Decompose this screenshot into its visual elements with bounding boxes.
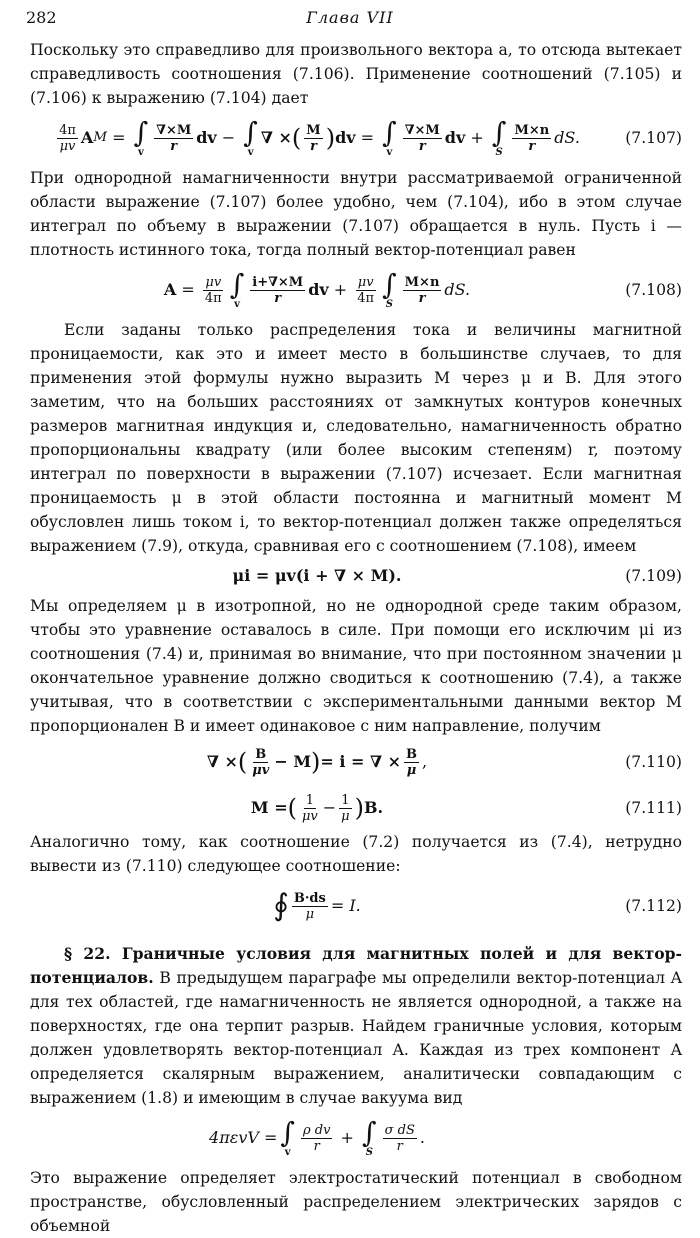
operator: − <box>216 128 241 147</box>
equation-7-109-body <box>30 558 604 594</box>
page-body <box>30 38 682 1238</box>
page-header <box>26 8 674 32</box>
equation-7-108-body <box>30 262 604 318</box>
term: = I. <box>330 896 361 915</box>
equation-7-110-body: ∇ × ( $\frac{B}{\mu v}$ − M ) = i = ∇ × $\frac{B}{\mu}$ , <box>206 746 428 778</box>
section-title: § 22. Граничные условия для магнитных полей и для вектор-потенциалов. <box>30 944 682 987</box>
integral: ∫ S <box>362 1116 377 1158</box>
equation-number: (7.108) <box>625 281 682 299</box>
term: = i = ∇ × <box>320 752 402 771</box>
subscript: M <box>93 130 107 145</box>
frac: $\frac{i+\nabla\times M}{r}$ <box>252 274 304 306</box>
equation-potential-body <box>30 1110 604 1166</box>
term: − <box>322 798 337 817</box>
term: , <box>422 752 428 771</box>
equation-7-112 <box>30 878 682 934</box>
equation-7-107 <box>30 110 682 166</box>
frac: $\frac{B\cdot ds}{\mu}$ <box>293 890 326 922</box>
equation-7-108 <box>30 262 682 318</box>
equation-number: (7.112) <box>625 897 682 915</box>
term: . <box>419 1128 425 1147</box>
nabla-cross: ∇ × <box>206 752 238 771</box>
integral: ∫ v <box>382 116 397 158</box>
equation-7-109 <box>30 558 682 594</box>
differential: dv <box>308 280 329 299</box>
frac: $\frac{1}{\mu}$ <box>341 792 350 824</box>
operator: + <box>328 280 353 299</box>
integral: ∫ v <box>229 268 245 310</box>
paragraph-6-text: В предыдущем параграфе мы определили вектор-потенциал A для тех областей, где намагниченность не является однородной, а также на поверхностях, где она терпит разрыв. Найдем граничные условия, которым должен удовлетворять вектор-потенциал A. Каждая из трех компонент A определяется скалярным выражением, аналитически совпадающим с выражением (1.8) и имеющим в случае вакуума вид <box>30 969 682 1107</box>
frac: $\frac{\mu v}{4\pi}$ <box>204 274 222 306</box>
running-head: Глава VII <box>306 8 394 27</box>
term: M = <box>250 798 288 817</box>
paragraph-2: При однородной намагниченности внутри рассматриваемой ограниченной области выражение (7.107) более удобно, чем (7.104), ибо в этом случае интеграл по объему в выражении (7.107) обращается в нуль. Пусть i — плотность истинного тока, тогда полный вектор-потенциал равен <box>30 169 682 259</box>
equation-number: (7.107) <box>625 129 682 147</box>
integral: ∫ S <box>491 116 507 158</box>
page-number: 282 <box>26 8 57 27</box>
integral: ∫ v <box>133 116 149 158</box>
operator: = <box>106 128 131 147</box>
differential: dv <box>444 128 466 147</box>
equation-7-110 <box>30 738 682 786</box>
frac: $\frac{\text{σ dS}}{r}$ <box>384 1122 415 1154</box>
symbol: A <box>80 128 94 147</box>
equation-7-107-body: $\frac{4\pi}{\mu v}$ A M = ∫ v $\frac{\nabla\times M}{r}$ dv − ∫ v ∇ × ( $\frac{M}{r}$ ) dv = ∫ v $\frac{\nabla\times M}{r}$ dv + ∫ S $\frac{M\times n}{r}$ dS. <box>59 116 580 158</box>
nabla-cross: ∇ × <box>260 128 292 147</box>
integral: ∫ v <box>243 116 258 158</box>
differential: dv <box>196 128 217 147</box>
equation-7-112-body <box>30 878 604 934</box>
paragraph-6 <box>30 942 682 1110</box>
equation-text: μi = μv(i + ∇ × M). <box>232 566 402 585</box>
equation-7-111 <box>30 786 682 830</box>
integral: ∫ v <box>280 1116 295 1158</box>
operator: + <box>465 128 489 147</box>
term: 4πεvV = <box>209 1128 278 1147</box>
paragraph-3: Если заданы только распределения тока и величины магнитной проницаемости, как это и имеет место в большинстве случаев, то для применения этой формулы нужно выразить M через μ и B. Для этого заметим, что на больших расстояниях от замкнутых контуров конечных размеров магнитная индукция и, следовательно, намагниченность обратно пропорциональны квадрату (или более высоким степеням) r, поэтому интеграл по поверхности в выражении (7.107) исчезает. Если магнитная проницаемость μ в этой области постоянна и магнитный момент M обусловлен лишь током i, то вектор-потенциал должен также определяться выражением (7.9), откуда, сравнивая его с соотношением (7.108), имеем <box>30 321 682 555</box>
term: B. <box>364 798 384 817</box>
frac: $\frac{\nabla\times M}{r}$ <box>404 122 440 154</box>
paragraph-7: Это выражение определяет электростатический потенциал в свободном пространстве, обусловленный распределением электрических зарядов с объемной <box>30 1169 682 1235</box>
differential: dS. <box>554 128 580 147</box>
frac: $\frac{B}{\mu v}$ <box>252 746 270 778</box>
equation-number: (7.110) <box>625 753 682 771</box>
frac: $\frac{\text{ρ dv}}{r}$ <box>303 1122 331 1154</box>
equation-number: (7.111) <box>625 799 682 817</box>
paragraph-1: Поскольку это справедливо для произвольного вектора a, то отсюда вытекает справедливость соотношения (7.106). Применение соотношений (7.105) и (7.106) к выражению (7.104) дает <box>30 41 682 107</box>
equation-7-111-body: M = ( $\frac{1}{\mu v}$ − $\frac{1}{\mu}$ ) B. <box>250 792 384 824</box>
frac: $\frac{M}{r}$ <box>306 122 321 154</box>
frac: $\frac{1}{\mu v}$ <box>301 792 318 824</box>
operator: = <box>176 280 200 299</box>
frac: $\frac{4\pi}{\mu v}$ <box>59 122 76 154</box>
contour-integral: ∮ <box>273 888 289 923</box>
integral: ∫ S <box>382 268 397 310</box>
symbol: A <box>163 280 177 299</box>
paragraph-4: Мы определяем μ в изотропной, но не однородной среде таким образом, чтобы это уравнение оставалось в силе. При помощи его исключим μi из соотношения (7.4) и, принимая во внимание, что при постоянном значении μ окончательное уравнение должно сводиться к соотношению (7.4), а также учитывая, что в соответствии с экспериментальными данными вектор M пропорционален B и имеет одинаковое с ним направление, получим <box>30 597 682 735</box>
frac: $\frac{\nabla\times M}{r}$ <box>156 122 192 154</box>
frac: $\frac{B}{\mu}$ <box>406 746 418 778</box>
frac: $\frac{\mu v}{4\pi}$ <box>357 274 375 306</box>
operator: = <box>355 128 380 147</box>
frac: $\frac{M\times n}{r}$ <box>404 274 440 306</box>
differential: dS. <box>444 280 471 299</box>
paragraph-5: Аналогично тому, как соотношение (7.2) получается из (7.4), нетрудно вывести из (7.110) следующее соотношение: <box>30 833 682 875</box>
equation-number: (7.109) <box>625 567 682 585</box>
term: − M <box>274 752 312 771</box>
equation-potential <box>30 1110 682 1166</box>
differential: dv <box>335 128 356 147</box>
frac: $\frac{M\times n}{r}$ <box>514 122 550 154</box>
operator: + <box>335 1128 360 1147</box>
